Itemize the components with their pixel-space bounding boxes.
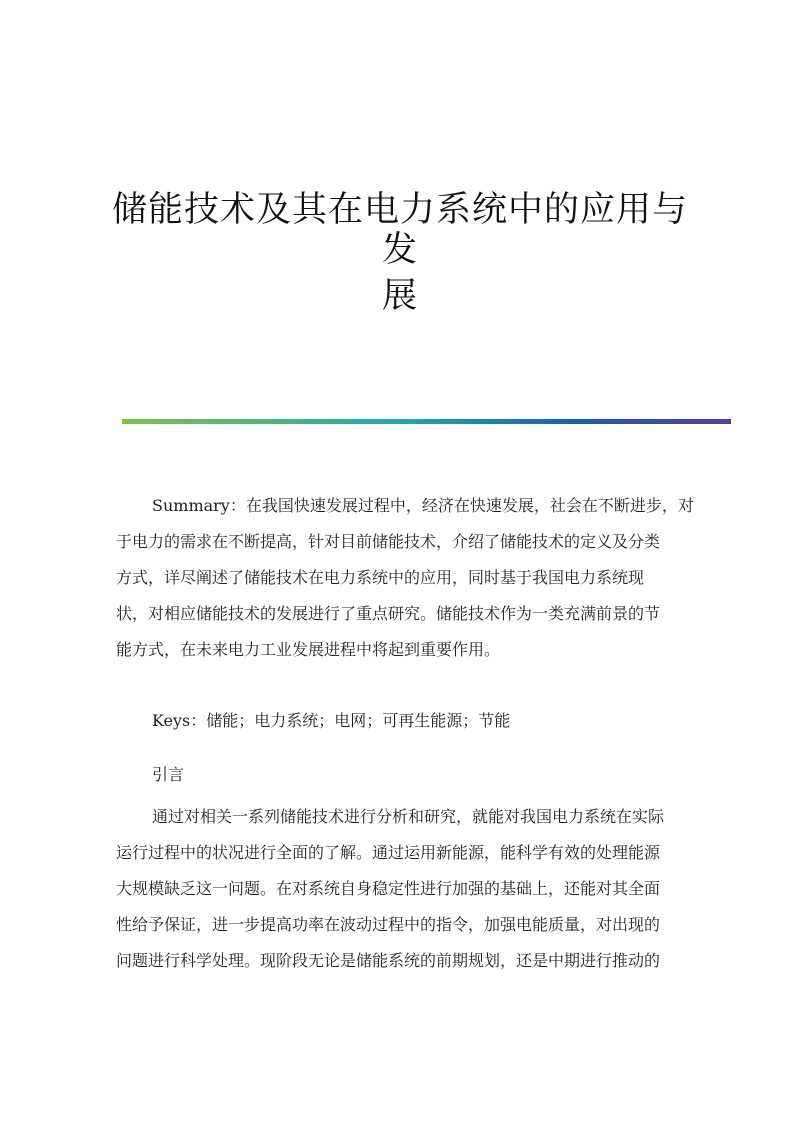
keywords-paragraph (116, 703, 684, 739)
document-title-line-2: 展 (381, 276, 418, 316)
body-line: 问题进行科学处理。现阶段无论是储能系统的前期规划，还是中期进行推动的 (116, 951, 661, 970)
body-line: 运行过程中的状况进行全面的了解。通过运用新能源，能科学有效的处理能源 (116, 843, 661, 862)
introduction-heading (116, 757, 684, 793)
document-title-line-1: 储能技术及其在电力系统中的应用与发 (111, 190, 688, 270)
keywords-text: Keys：储能；电力系统；电网；可再生能源；节能 (152, 711, 511, 730)
summary-paragraph (116, 488, 694, 668)
summary-line: 状，对相应储能技术的发展进行了重点研究。储能技术作为一类充满前景的节 (116, 604, 661, 623)
summary-line: Summary：在我国快速发展过程中，经济在快速发展，社会在不断进步，对 (152, 496, 694, 515)
body-line: 性给予保证，进一步提高功率在波动过程中的指令，加强电能质量，对出现的 (116, 915, 661, 934)
summary-line: 于电力的需求在不断提高，针对目前储能技术，介绍了储能技术的定义及分类 (116, 532, 661, 551)
body-line: 大规模缺乏这一问题。在对系统自身稳定性进行加强的基础上，还能对其全面 (116, 879, 661, 898)
gradient-divider (122, 419, 731, 424)
body-paragraph (116, 799, 684, 979)
summary-line: 方式，详尽阐述了储能技术在电力系统中的应用，同时基于我国电力系统现 (116, 568, 645, 587)
summary-line: 能方式，在未来电力工业发展进程中将起到重要作用。 (116, 640, 501, 659)
body-line: 通过对相关一系列储能技术进行分析和研究，就能对我国电力系统在实际 (152, 807, 665, 826)
introduction-heading-text: 引言 (152, 765, 185, 784)
